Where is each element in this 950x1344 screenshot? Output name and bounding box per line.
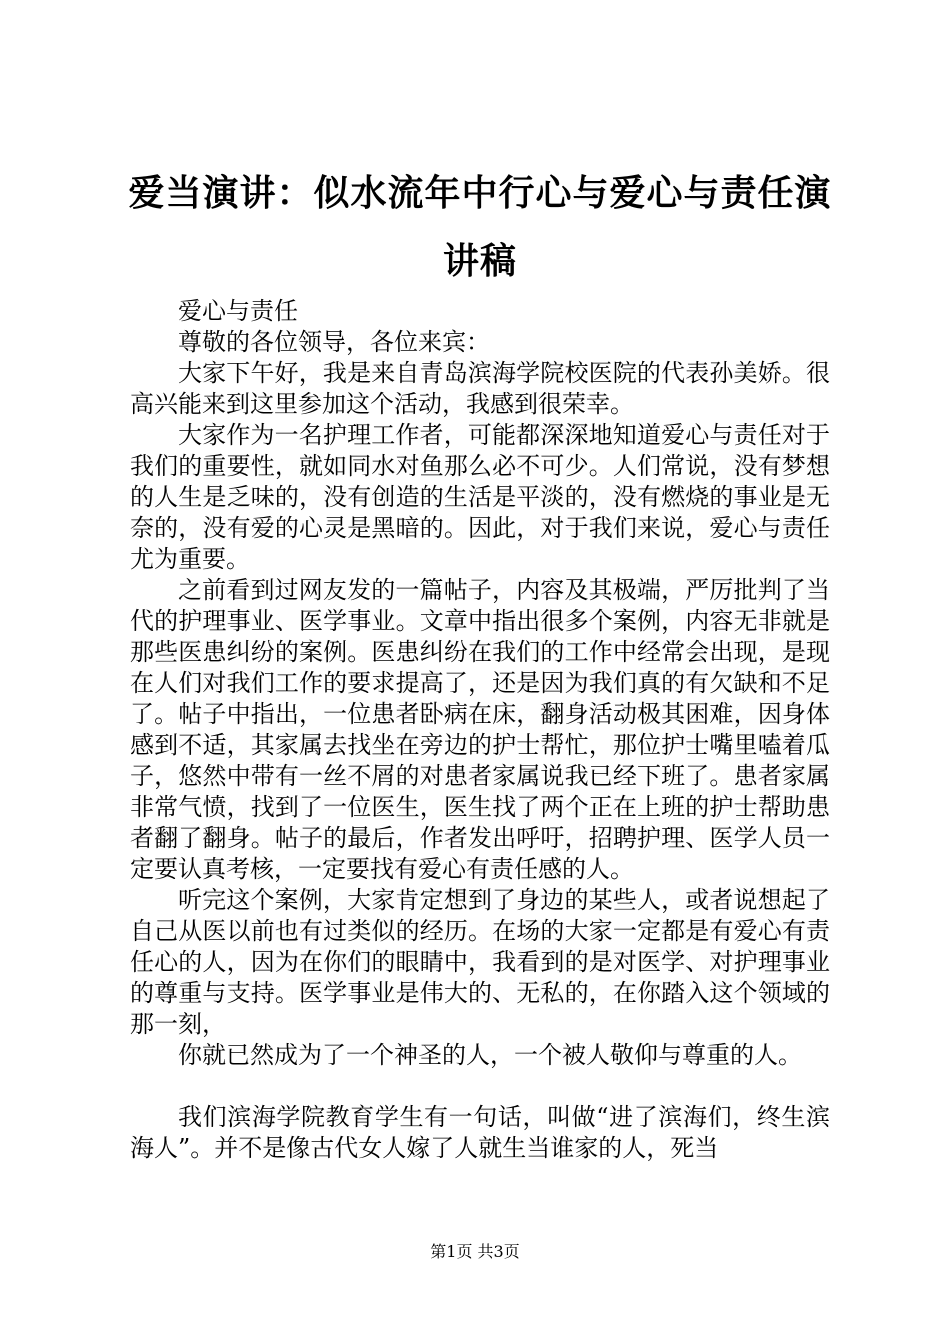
body-paragraph: 大家作为一名护理工作者，可能都深深地知道爱心与责任对于我们的重要性，就如同水对鱼那么必不可少。人们常说，没有梦想的人生是乏味的，没有创造的生活是平淡的，没有燃烧的事业是无奈的，没有爱的心灵是黑暗的。因此，对于我们来说，爱心与责任尤为重要。 [130, 421, 830, 573]
document-title: 爱当演讲：似水流年中行心与爱心与责任演讲稿 [128, 173, 832, 282]
body-paragraph: 大家下午好，我是来自青岛滨海学院校医院的代表孙美娇。很高兴能来到这里参加这个活动，我感到很荣幸。 [130, 359, 830, 418]
body-paragraph: 爱心与责任 [178, 297, 298, 325]
body-paragraph: 尊敬的各位领导，各位来宾： [178, 328, 490, 356]
page-footer: 第1页 共3页 [430, 1242, 520, 1261]
body-paragraph: 听完这个案例，大家肯定想到了身边的某些人，或者说想起了自己从医以前也有过类似的经历。在场的大家一定都是有爱心有责任心的人，因为在你们的眼睛中，我看到的是对医学、对护理事业的尊重与支持。医学事业是伟大的、无私的，在你踏入这个领域的那一刻， [130, 886, 830, 1038]
body-paragraph: 你就已然成为了一个神圣的人，一个被人敬仰与尊重的人。 [178, 1041, 802, 1069]
body-paragraph: 我们滨海学院教育学生有一句话，叫做“进了滨海们，终生滨海人”。并不是像古代女人嫁了人就生当谁家的人，死当 [130, 1103, 830, 1162]
document-body [130, 296, 830, 1164]
body-paragraph: 之前看到过网友发的一篇帖子，内容及其极端，严厉批判了当代的护理事业、医学事业。文章中指出很多个案例，内容无非就是那些医患纠纷的案例。医患纠纷在我们的工作中经常会出现，是现在人们对我们工作的要求提高了，还是因为我们真的有欠缺和不足了。帖子中指出，一位患者卧病在床，翻身活动极其困难，因身体感到不适，其家属去找坐在旁边的护士帮忙，那位护士嘴里嗑着瓜子，悠然中带有一丝不屑的对患者家属说我已经下班了。患者家属非常气愤，找到了一位医生，医生找了两个正在上班的护士帮助患者翻了翻身。帖子的最后，作者发出呼吁，招聘护理、医学人员一定要认真考核，一定要找有爱心有责任感的人。 [130, 576, 830, 883]
